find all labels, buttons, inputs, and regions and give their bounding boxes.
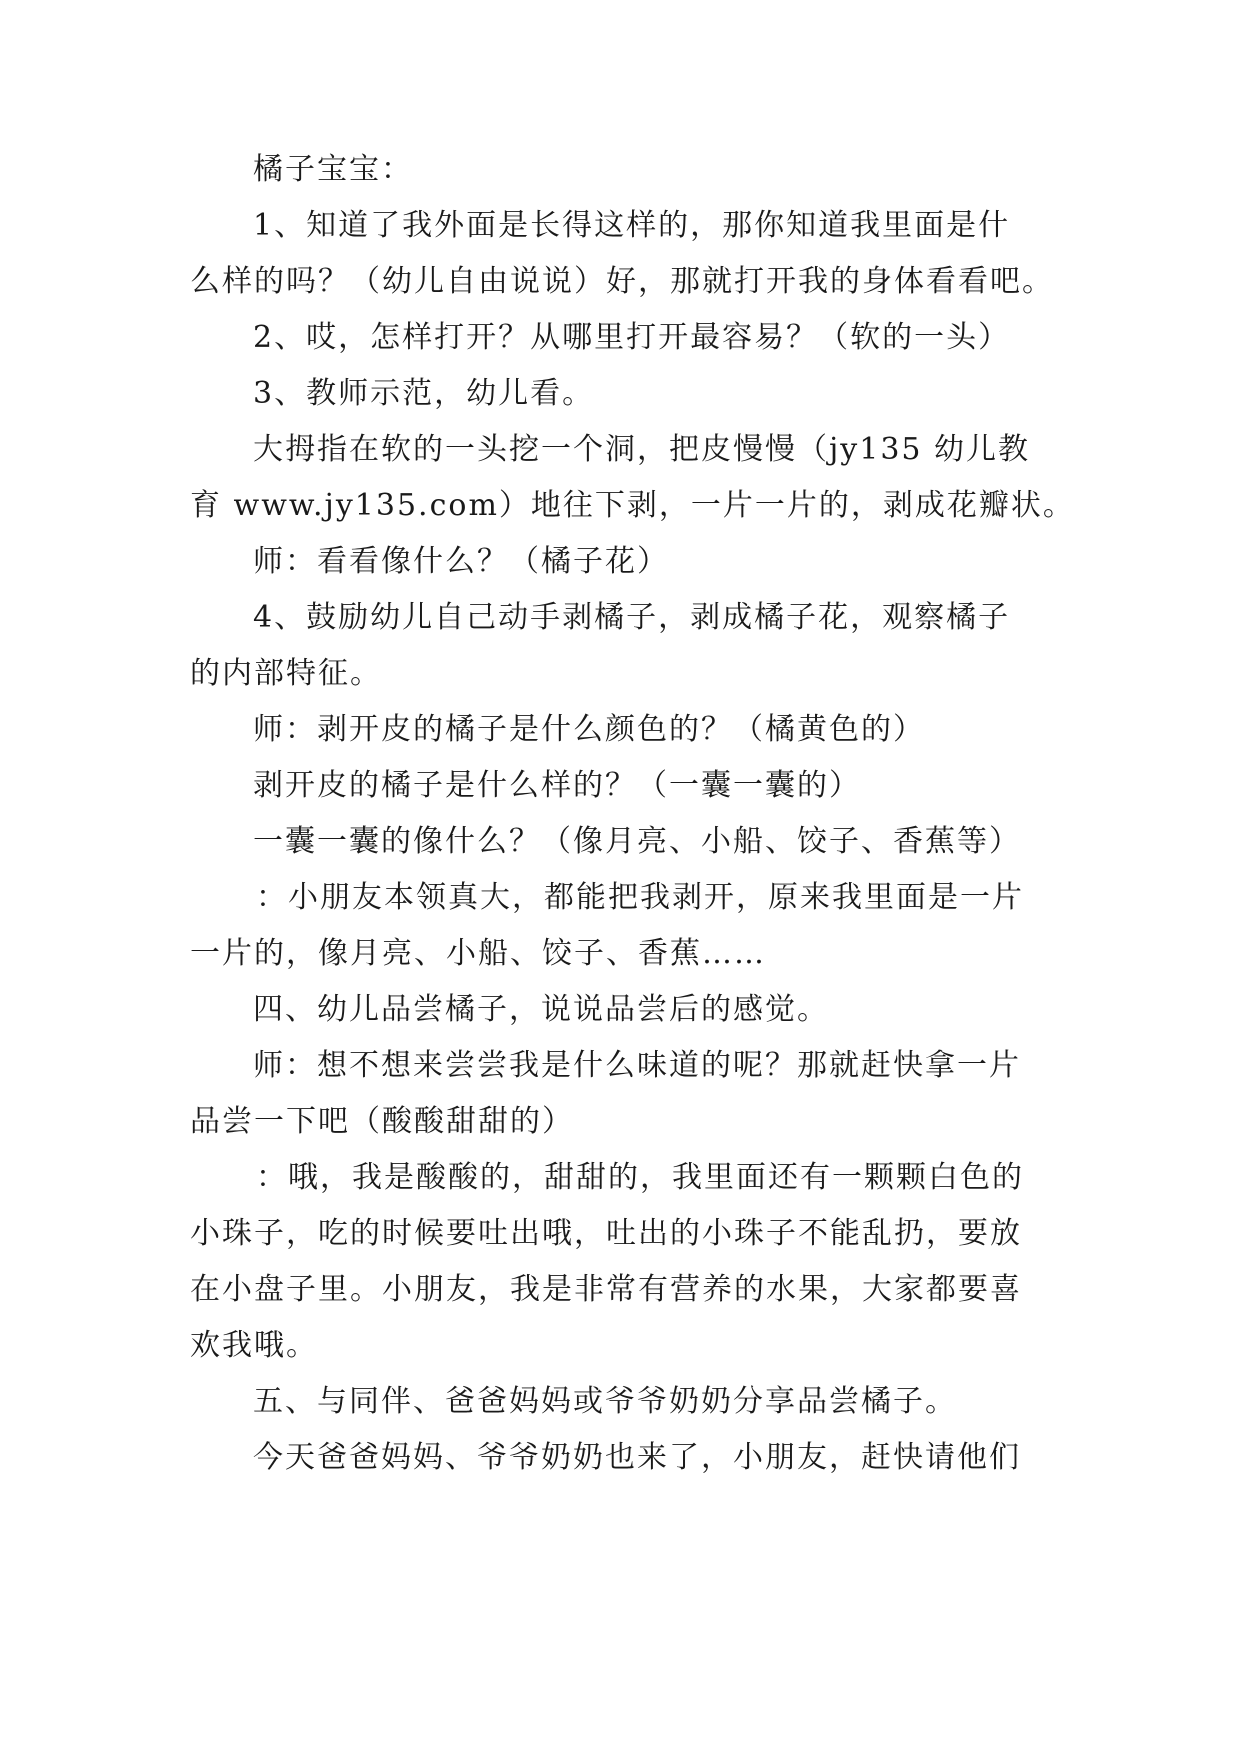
text-line: 橘子宝宝：	[253, 152, 413, 187]
text-line: 1、知道了我外面是长得这样的，那你知道我里面是什	[253, 208, 1011, 243]
text-line: 师：看看像什么？（橘子花）	[253, 544, 669, 579]
text-line: 3、教师示范，幼儿看。	[253, 376, 595, 411]
text-line: ：小朋友本领真大，都能把我剥开，原来我里面是一片	[256, 880, 1024, 915]
text-line: 么样的吗？（幼儿自由说说）好，那就打开我的身体看看吧。	[190, 264, 1054, 299]
text-line: 四、幼儿品尝橘子，说说品尝后的感觉。	[253, 992, 829, 1027]
text-line: ：哦，我是酸酸的，甜甜的，我里面还有一颗颗白色的	[256, 1160, 1024, 1195]
text-line: 一囊一囊的像什么？（像月亮、小船、饺子、香蕉等）	[253, 824, 1021, 859]
text-line: 欢我哦。	[190, 1328, 318, 1363]
text-line: 品尝一下吧（酸酸甜甜的）	[190, 1104, 574, 1139]
text-line: 在小盘子里。小朋友，我是非常有营养的水果，大家都要喜	[190, 1272, 1022, 1307]
text-line: 一片的，像月亮、小船、饺子、香蕉……	[190, 936, 766, 971]
text-line: 五、与同伴、爸爸妈妈或爷爷奶奶分享品尝橘子。	[253, 1384, 957, 1419]
text-line: 师：想不想来尝尝我是什么味道的呢？那就赶快拿一片	[253, 1048, 1021, 1083]
text-line: 今天爸爸妈妈、爷爷奶奶也来了，小朋友，赶快请他们	[253, 1440, 1021, 1475]
text-line: 的内部特征。	[190, 656, 382, 691]
text-line: 师：剥开皮的橘子是什么颜色的？（橘黄色的）	[253, 712, 925, 747]
text-line: 小珠子，吃的时候要吐出哦，吐出的小珠子不能乱扔，要放	[190, 1216, 1022, 1251]
text-line: 2、哎，怎样打开？从哪里打开最容易？（软的一头）	[253, 320, 1011, 355]
text-line: 育 www.jy135.com）地往下剥，一片一片的，剥成花瓣状。	[190, 488, 1075, 523]
text-line: 大拇指在软的一头挖一个洞，把皮慢慢（jy135 幼儿教	[253, 432, 1031, 467]
text-line: 4、鼓励幼儿自己动手剥橘子，剥成橘子花，观察橘子	[253, 600, 1011, 635]
text-line: 剥开皮的橘子是什么样的？（一囊一囊的）	[253, 768, 861, 803]
